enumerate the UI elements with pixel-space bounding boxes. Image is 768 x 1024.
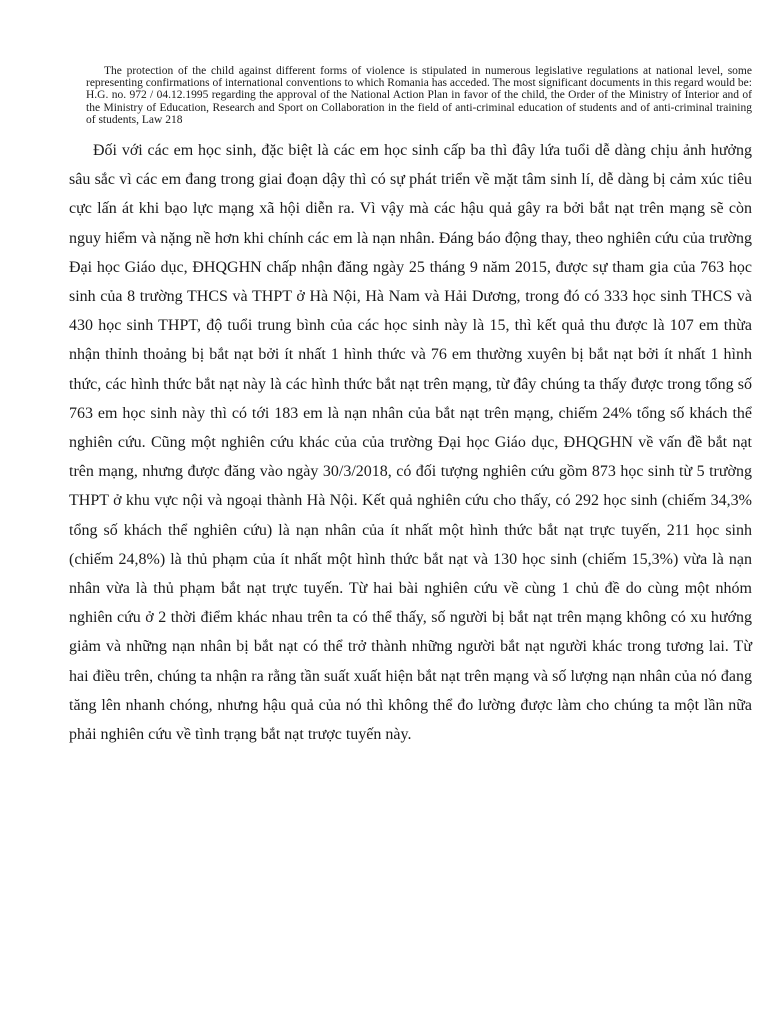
english-abstract-paragraph: The protection of the child against different forms of violence is stipulated in numerous legislative regulations at national level, some representing confirmations of international conventions to which Romania has acceded. The most significant documents in this regard would be: H.G. no. 972 / 04.12.1995 regarding the approval of the National Action Plan in favor of the child, the Order of the Ministry of Interior and of the Ministry of Education, Research and Sport on Collaboration in the field of anti-criminal education of students and of anti-criminal training of students, Law 218 <box>86 65 752 126</box>
vietnamese-body-paragraph: Đối với các em học sinh, đặc biệt là các em học sinh cấp ba thì đây lứa tuổi dễ dàng chịu ảnh hưởng sâu sắc vì các em đang trong giai đoạn dậy thì có sự phát triển về mặt tâm sinh lí, dễ dàng bị cảm xúc tiêu cực lấn át khi bạo lực mạng xã hội diễn ra. Vì vậy mà các hậu quả gây ra bởi bắt nạt trên mạng sẽ còn nguy hiểm và nặng nề hơn khi chính các em là nạn nhân. Đáng báo động thay, theo nghiên cứu của trường Đại học Giáo dục, ĐHQGHN chấp nhận đăng ngày 25 tháng 9 năm 2015, được sự tham gia của 763 học sinh của 8 trường THCS và THPT ở Hà Nội, Hà Nam và Hải Dương, trong đó có 333 học sinh THCS và 430 học sinh THPT, độ tuổi trung bình của các học sinh này là 15, thì kết quả thu được là 107 em thừa nhận thỉnh thoảng bị bắt nạt bởi ít nhất 1 hình thức và 76 em thường xuyên bị bắt nạt bởi ít nhất 1 hình thức, các hình thức bắt nạt này là các hình thức bắt nạt trên mạng, từ đây chúng ta thấy được trong tổng số 763 em học sinh này thì có tới 183 em là nạn nhân của bắt nạt trên mạng, chiếm 24% tổng số khách thể nghiên cứu. Cũng một nghiên cứu khác của của trường Đại học Giáo dục, ĐHQGHN về vấn đề bắt nạt trên mạng, nhưng được đăng vào ngày 30/3/2018, có đối tượng nghiên cứu gồm 873 học sinh từ 5 trường THPT ở khu vực nội và ngoại thành Hà Nội. Kết quả nghiên cứu cho thấy, có 292 học sinh (chiếm 34,3% tổng số khách thể nghiên cứu) là nạn nhân của ít nhất một hình thức bắt nạt trực tuyến, 211 học sinh (chiếm 24,8%) là thủ phạm của ít nhất một hình thức bắt nạt và 130 học sinh (chiếm 15,3%) vừa là nạn nhân vừa là thủ phạm bắt nạt trực tuyến. Từ hai bài nghiên cứu về cùng 1 chủ đề do cùng một nhóm nghiên cứu ở 2 thời điểm khác nhau trên ta có thể thấy, số người bị bắt nạt trên mạng không có xu hướng giảm và những nạn nhân bị bắt nạt có thể trở thành những người bắt nạt người khác trong tương lai. Từ hai điều trên, chúng ta nhận ra rằng tần suất xuất hiện bắt nạt trên mạng và số lượng nạn nhân của nó đang tăng lên nhanh chóng, nhưng hậu quả của nó thì không thể đo lường được làm cho chúng ta một lần nữa phải nghiên cứu về tình trạng bắt nạt trược tuyến này. <box>69 142 752 744</box>
